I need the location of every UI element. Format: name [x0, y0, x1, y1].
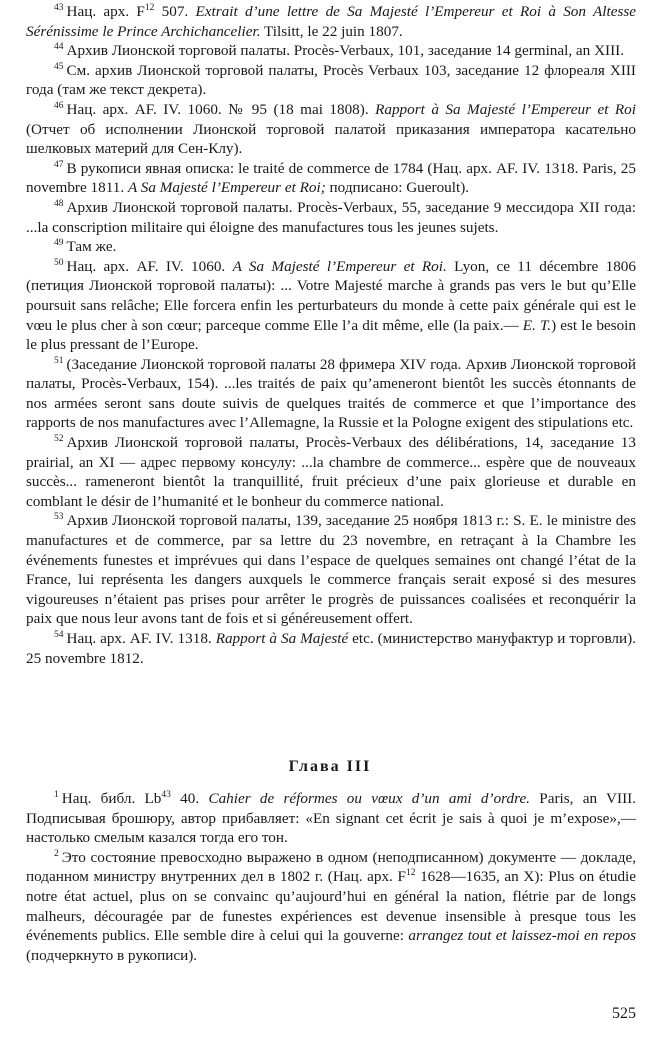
footnote-number: 47 [54, 159, 64, 170]
footnote-text: (Заседание Лионской торговой палаты 28 фримера XIV года. Архив Лионской торговой палаты, Procès-Verbaux, 154). ...les traités de paix qu’ameneront bientôt les succès étonnants de nos armées seront sans doute suivis de quelques traités de commerce et que l’importance des rapports de nos manufactures avec l’Allemagne, la Russie et la Pologne exigent des stipulations etc. [26, 355, 636, 432]
page-number: 525 [612, 1005, 636, 1022]
footnote [26, 433, 636, 511]
footnote [26, 159, 636, 198]
chapter-heading: Глава III [288, 758, 372, 775]
footnote [26, 100, 636, 159]
footnote-text: Там же. [66, 238, 117, 256]
footnote-text: Архив Лионской торговой палаты, Procès-Verbaux des délibérations, 14, заседание 13 prairial, an XI — адрес первому консулу: ...la chambre de commerce... espère que de nouveaux succès... rameneront bientôt la tranquillité, fruit précieux d’une paix glorieuse et durable en comblant le désir de l’humanité et le bonheur du commerce national. [26, 434, 636, 510]
footnote-number: 52 [54, 434, 64, 444]
footnote-number: 46 [54, 100, 64, 111]
footnote-text: Нац. арх. $F^{12}$ 507. Extrait d’une lettre de Sa Majesté l’Empereur et Roi à Son Altesse Sérénissime le Prince Archichancelier. Tilsitt, le 22 juin 1807. [26, 2, 637, 40]
footnote [26, 198, 636, 237]
footnote-number: 49 [54, 238, 64, 249]
footnote [26, 511, 636, 629]
footnote [26, 41, 636, 61]
footnote-text: Нац. арх. AF. IV. 1060. № 95 (18 mai 1808). Rapport à Sa Majesté l’Empereur et Roi (Отчет об исполнении Лионской торговой палатой приказания императора касательно шелковых материй для Сен-Клу). [26, 100, 636, 158]
footnote-number: 45 [54, 61, 64, 72]
footnote-number: 2 [54, 848, 59, 859]
footnote-text: См. архив Лионской торговой палаты, Procès Verbaux 103, заседание 12 флореаля XIII года (там же текст декрета). [26, 61, 636, 99]
footnotes-chapter-2 [26, 2, 636, 668]
footnote [26, 61, 636, 100]
footnote [26, 789, 636, 848]
footnote-number: 48 [54, 198, 64, 209]
footnote-text: Нац. библ. Lb$^{43}$ 40. Cahier de réformes ou vœux d’un ami d’ordre. Paris, an VIII. Подписывая брошюру, автор прибавляет: «En signant cet écrit je sais à quoi je m’expose»,— настолько смелым казался тогда его тон. [26, 789, 636, 847]
footnote-text: Нац. арх. AF. IV. 1060. A Sa Majesté l’Empereur et Roi. Lyon, ce 11 décembre 1806 (петиция Лионской торговой палаты): ... Votre Majesté marche à grands pas vers le but qu’Elle poursuit sans relâche; Elle forcera enfin les perturbateurs du monde à cette paix générale qui est le vœu le plus cher à son cœur; parceque comme Elle l’a dit même, elle (la paix.— E. T.) est le besoin le plus pressant de l’Europe. [26, 257, 636, 354]
footnote [26, 237, 636, 257]
footnote-number: 50 [54, 257, 64, 268]
footnote [26, 629, 636, 668]
footnote [26, 2, 636, 41]
footnote-text: Нац. арх. AF. IV. 1318. Rapport à Sa Majesté etc. (министерство мануфактур и торговли). 25 novembre 1812. [26, 630, 636, 667]
footnote-number: 43 [54, 2, 64, 13]
footnote-text: Архив Лионской торговой палаты. Procès-Verbaux, 101, заседание 14 germinal, an XIII. [66, 42, 624, 60]
footnote-text: Это состояние превосходно выражено в одном (неподписанном) документе — докладе, поданном министру внутренних дел в 1802 г. (Нац. арх. $F^{12}$ 1628—1635, an X): Plus on étudie notre état actuel, plus on se convainc qu’aujourd’hui en général la nation, flétrie par de longs malheurs, découragée par de funestes expériences est devenue insensible à presque tous les événements publics. Elle semble dire à celui qui la gouverne: arrangez tout et laissez-moi en repos (подчеркнуто в рукописи). [26, 848, 636, 964]
footnote [26, 848, 636, 966]
footnote [26, 355, 636, 433]
footnote-number: 44 [54, 42, 64, 53]
footnote [26, 257, 636, 355]
footnote-text: В рукописи явная описка: le traité de commerce de 1784 (Нац. арх. AF. IV. 1318. Paris, 25 novembre 1811. A Sa Majesté l’Empereur et Roi; подписано: Gueroult). [26, 159, 636, 197]
footnote-number: 54 [54, 629, 64, 640]
footnotes-chapter-3 [26, 789, 636, 965]
footnote-number: 51 [54, 355, 64, 366]
footnote-number: 53 [54, 512, 64, 523]
footnote-text: Архив Лионской торговой палаты. Procès-Verbaux, 55, заседание 9 мессидора XII года: ...la conscription militaire qui éloigne des manufactures tous les jeunes sujets. [26, 198, 636, 236]
footnote-text: Архив Лионской торговой палаты, 139, заседание 25 ноября 1813 г.: S. E. le ministre des manufactures et de commerce, par sa lettre du 23 novembre, en retraçant à la Chambre les événements funestes et imprévues qui dans l’espace de quelques semaines ont changé l’état de la France, lui représenta les dangers auxquels le commerce français serait exposé si des mesures vigoureuses n’étaient pas prises pour arrêter le progrès de puissances coalisées et reconquérir la paix que nous leur avons tant de fois et si généreusement offert. [26, 512, 636, 628]
footnote-number: 1 [54, 789, 59, 800]
